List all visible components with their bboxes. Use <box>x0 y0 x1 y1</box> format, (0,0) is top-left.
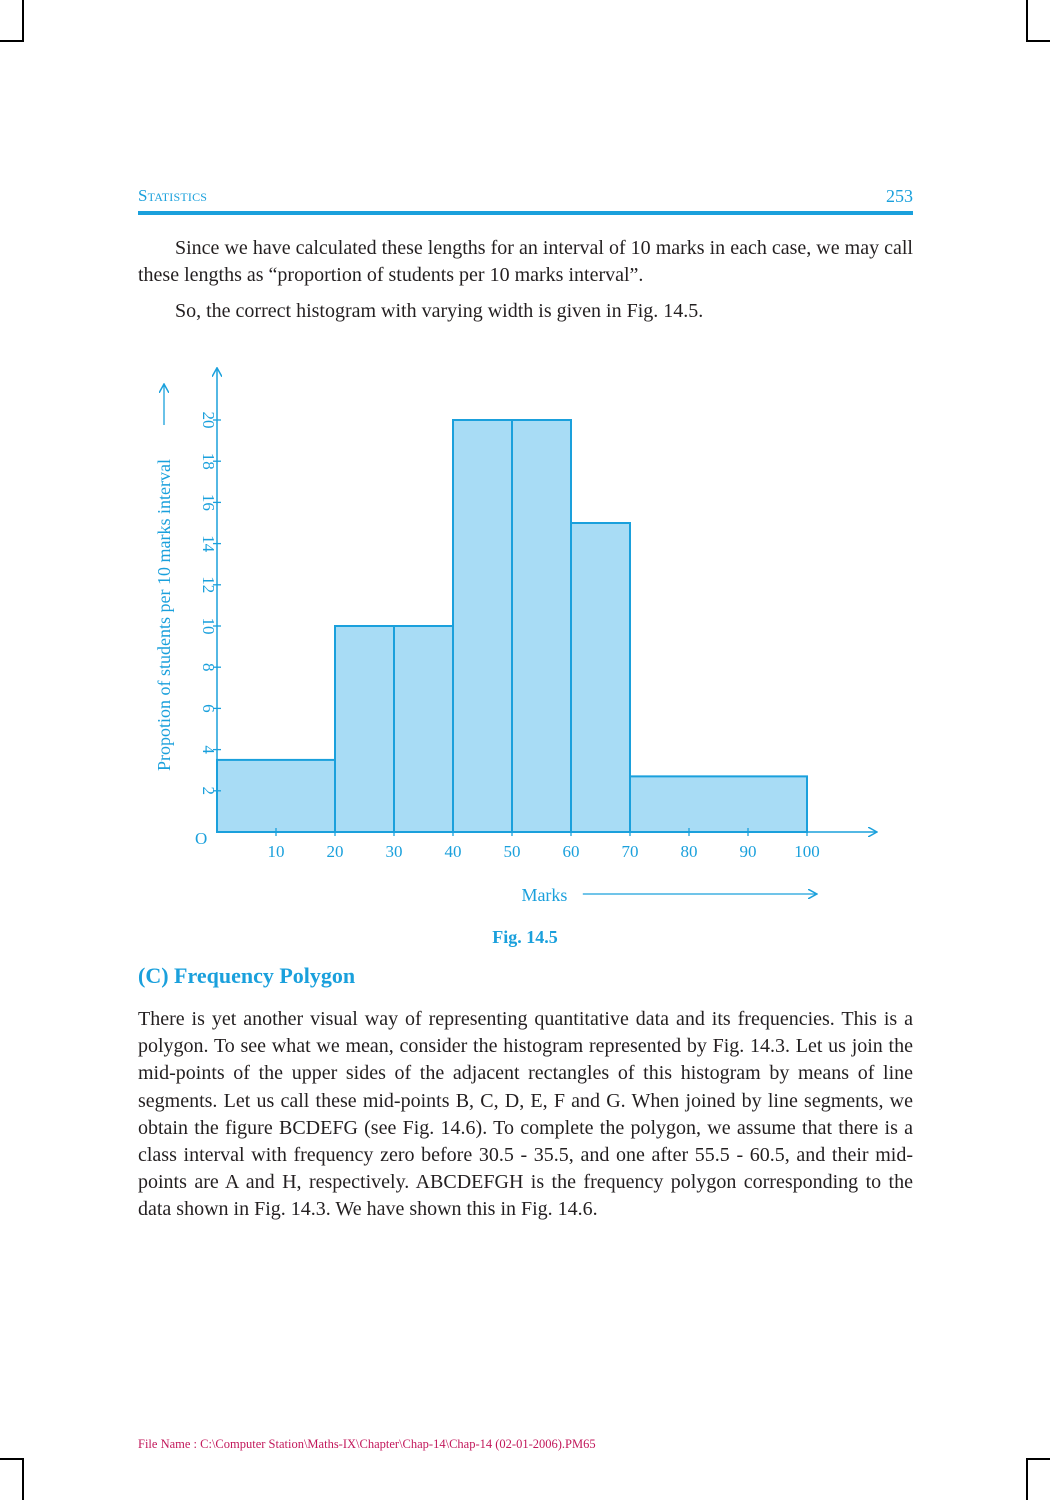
x-tick-label-100: 100 <box>794 842 820 861</box>
histogram-chart <box>130 340 900 920</box>
crop-mark-bottom-right <box>1026 1458 1050 1500</box>
x-axis-label: Marks <box>521 885 568 905</box>
header-rule <box>138 211 913 215</box>
x-tick-label-50: 50 <box>503 842 521 861</box>
paragraph-frequency-polygon: There is yet another visual way of representing quantitative data and its frequencies. This is a polygon. To see what we mean, consider the histogram represented by Fig. 14.3. Let us join the mid-points of the upper sides of the adjacent rectangles of this histogram by means of line segments. Let us call these mid-points B, C, D, E, F and G. When joined by line segments, we obtain the figure BCDEFG (see Fig. 14.6). To complete the polygon, we assume that there is a class interval with frequency zero before 30.5 - 35.5, and one after 55.5 - 60.5, and their mid-points are A and H, respectively. ABCDEFGH is the frequency polygon corresponding to the data shown in Fig. 14.3. We have shown this in Fig. 14.6. <box>138 1008 913 1221</box>
y-tick-label-2: 2 <box>199 786 219 796</box>
section-heading: (C) Frequency Polygon <box>138 963 356 988</box>
y-tick-label-18: 18 <box>199 452 219 470</box>
histogram-bar-40-50 <box>453 420 512 832</box>
y-tick-label-14: 14 <box>199 535 219 553</box>
y-tick-label-16: 16 <box>199 493 219 511</box>
histogram-bar-0-20 <box>217 760 335 832</box>
y-tick-label-8: 8 <box>199 662 219 672</box>
y-tick-label-10: 10 <box>199 617 219 635</box>
histogram-bar-50-60 <box>512 420 571 832</box>
histogram-bar-70-100 <box>630 776 807 832</box>
histogram-bar-30-40 <box>394 626 453 832</box>
x-tick-label-20: 20 <box>326 842 344 861</box>
x-tick-label-40: 40 <box>444 842 462 861</box>
file-name-footer: File Name : C:\Computer Station\Maths-IX\Chapter\Chap-14\Chap-14 (02-01-2006).PM65 <box>138 1437 596 1451</box>
x-tick-label-70: 70 <box>621 842 639 861</box>
x-tick-label-80: 80 <box>680 842 698 861</box>
x-tick-label-10: 10 <box>267 842 285 861</box>
x-tick-label-30: 30 <box>385 842 403 861</box>
y-tick-label-4: 4 <box>199 745 219 754</box>
y-axis-label: Propotion of students per 10 marks interval <box>154 459 174 771</box>
crop-mark-top-left <box>0 0 24 42</box>
y-tick-label-20: 20 <box>199 411 219 429</box>
x-tick-label-90: 90 <box>739 842 757 861</box>
y-tick-label-12: 12 <box>199 576 219 594</box>
histogram-bar-60-70 <box>571 523 630 832</box>
paragraph-figure-reference: So, the correct histogram with varying width is given in Fig. 14.5. <box>175 300 704 322</box>
crop-mark-bottom-left <box>0 1458 24 1500</box>
running-header-section: Statistics <box>138 186 208 205</box>
histogram-bar-20-30 <box>335 626 394 832</box>
crop-mark-top-right <box>1026 0 1050 42</box>
running-header <box>138 186 913 210</box>
x-tick-label-60: 60 <box>562 842 580 861</box>
histogram-bars <box>217 420 807 832</box>
figure-caption: Fig. 14.5 <box>492 927 558 947</box>
y-tick-label-6: 6 <box>199 704 219 713</box>
origin-label: O <box>195 829 208 848</box>
page-number: 253 <box>886 186 913 206</box>
paragraph-intro: Since we have calculated these lengths for an interval of 10 marks in each case, we may call these lengths as “proportion of students per 10 marks interval”. <box>138 237 913 286</box>
